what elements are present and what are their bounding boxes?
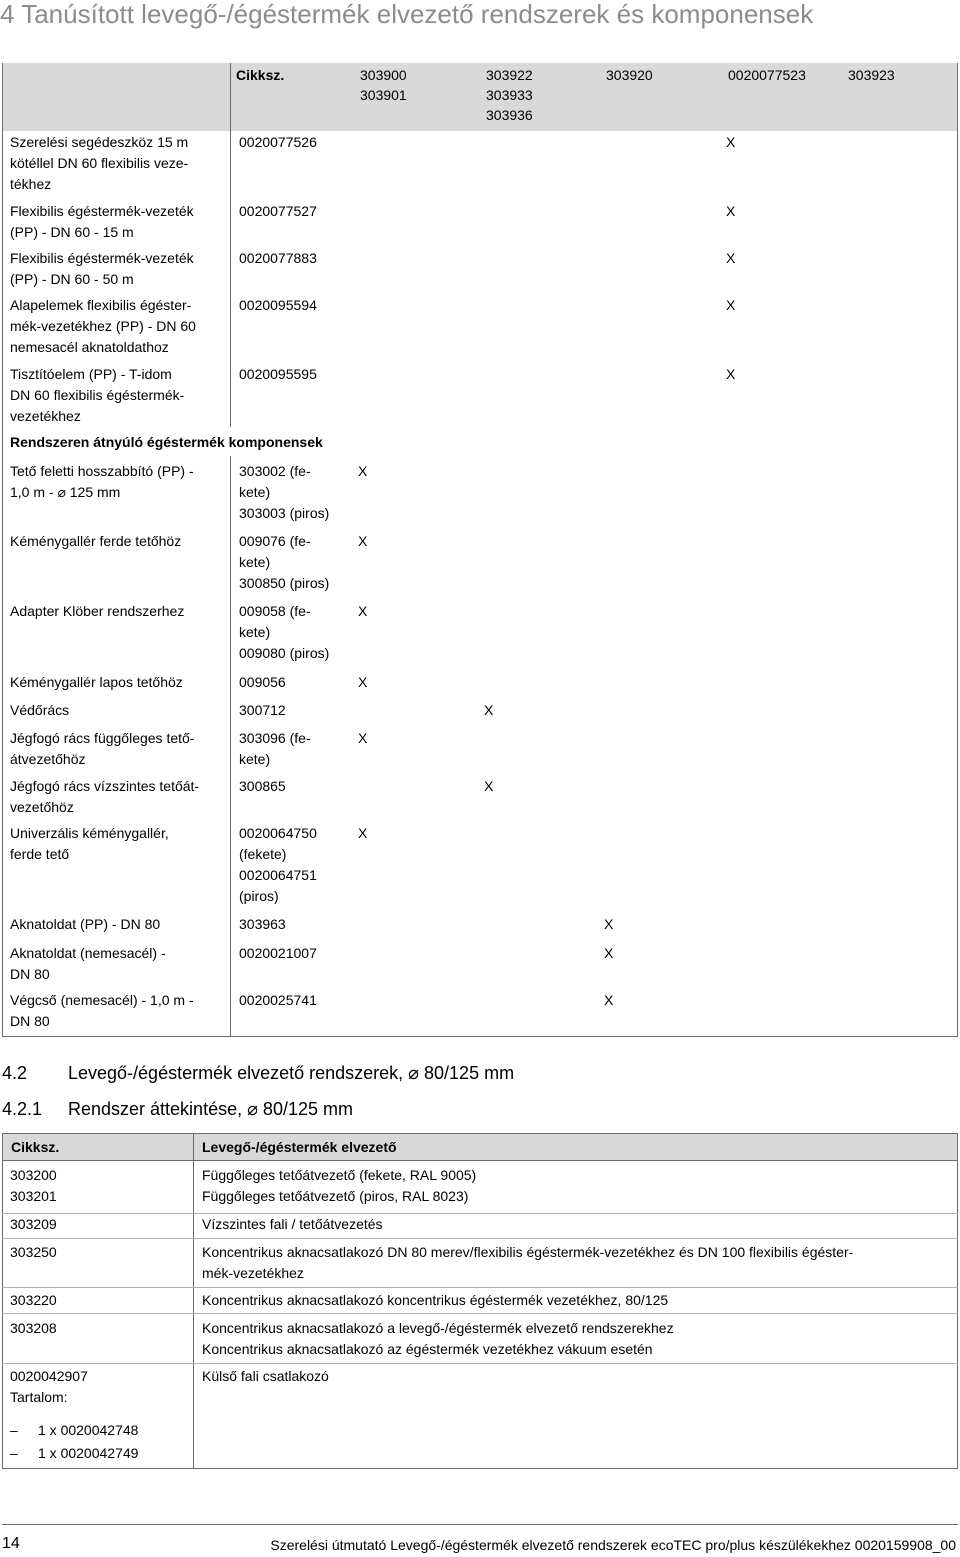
table-row-code: 303208 <box>10 1320 57 1336</box>
column-divider <box>230 456 231 1037</box>
table-bottom-border <box>2 1036 958 1037</box>
table-row-code: 303963 <box>239 916 286 932</box>
header-col3: 303920 <box>606 67 653 83</box>
header-cikksz: Cikksz. <box>11 1139 60 1155</box>
table-row-label: Szerelési segédeszköz 15 m kötéllel DN 60 flexibilis veze- tékhez <box>10 134 189 192</box>
table-row-label: Védőrács <box>10 702 70 718</box>
table-row-label: Univerzális kéménygallér, ferde tető <box>10 825 169 862</box>
header-col5: 303923 <box>848 67 895 83</box>
table-row-label: Kéménygallér ferde tetőhöz <box>10 533 182 549</box>
table-row-label: Jégfogó rács függőleges tető- átvezetőhöz <box>10 730 195 767</box>
chapter-title: 4 Tanúsított levegő-/égéstermék elvezető rendszerek és komponensek <box>0 0 814 29</box>
list-bullet: – <box>10 1445 18 1461</box>
table-row-mark: X <box>604 945 614 961</box>
row-divider <box>2 1313 958 1314</box>
list-bullet: – <box>10 1422 18 1438</box>
table-row-mark: X <box>726 366 736 382</box>
row-divider <box>2 1213 958 1214</box>
header-col2-a: 303922 <box>486 67 533 83</box>
table-row-desc: Vízszintes fali / tetőátvezetés <box>202 1216 383 1232</box>
header-desc: Levegő-/égéstermék elvezető <box>202 1139 397 1155</box>
table-row-label: Jégfogó rács vízszintes tetőát- vezetőhöz <box>10 778 200 815</box>
table-row-code: 0020095594 <box>239 297 317 313</box>
table-row-code: 303220 <box>10 1292 57 1308</box>
row-divider <box>2 1363 958 1364</box>
table-row-desc: Függőleges tetőátvezető (fekete, RAL 9005) Függőleges tetőátvezető (piros, RAL 8023) <box>202 1167 477 1204</box>
table-row-code: 0020077883 <box>239 250 317 266</box>
table-row-mark: X <box>358 463 368 479</box>
table-row-code: 300712 <box>239 702 286 718</box>
header-cikksz: Cikksz. <box>236 67 285 83</box>
table-row-code: 303250 <box>10 1244 57 1260</box>
table-row-code: 303200 303201 <box>10 1167 57 1204</box>
section-number: 4.2 <box>2 1063 28 1083</box>
footer-text: Szerelési útmutató Levegő-/égéstermék elvezető rendszerek ecoTEC pro/plus készülékekhez 0020159908_00 <box>270 1537 956 1553</box>
section-number: 4.2.1 <box>2 1099 43 1119</box>
table-row-desc: Koncentrikus aknacsatlakozó a levegő-/égéstermék elvezető rendszerekhez Koncentrikus aknacsatlakozó az égéstermék vezetékhez vákuum esetén <box>202 1320 674 1357</box>
table-row-code: 0020021007 <box>239 945 317 961</box>
table-row-desc: Koncentrikus aknacsatlakozó DN 80 merev/flexibilis égéstermék-vezetékhez és DN 100 flexibilis égéster- mék-vezetékhez <box>202 1244 854 1281</box>
table-row-code: 0020077527 <box>239 203 317 219</box>
table-row-label: Tető feletti hosszabbító (PP) - 1,0 m - ⌀ 125 mm <box>10 463 194 500</box>
row-divider <box>2 1238 958 1239</box>
section-row-title: Rendszeren átnyúló égéstermék komponensek <box>10 434 323 450</box>
section-title: Rendszer áttekintése, ⌀ 80/125 mm <box>68 1099 353 1119</box>
page-number: 14 <box>2 1535 20 1552</box>
table-row-mark: X <box>726 250 736 266</box>
table-row-label: Aknatoldat (nemesacél) - DN 80 <box>10 945 166 982</box>
table-row-mark: X <box>358 533 368 549</box>
table-row-code: 303096 (fe- kete) <box>239 730 311 767</box>
footer-divider <box>2 1524 958 1525</box>
table-row-code: 009056 <box>239 674 286 690</box>
table-row-code: 303002 (fe- kete) 303003 (piros) <box>239 463 330 521</box>
table-row-code: 300865 <box>239 778 286 794</box>
table-row-code: 0020064750 (fekete) 0020064751 (piros) <box>239 825 317 904</box>
table-row-mark: X <box>358 825 368 841</box>
table-row-label: Flexibilis égéstermék-vezeték (PP) - DN 60 - 50 m <box>10 250 194 287</box>
table-row-label: Kéménygallér lapos tetőhöz <box>10 674 183 690</box>
table-row-mark: X <box>604 916 614 932</box>
table-row-mark: X <box>604 992 614 1008</box>
table-row-mark: X <box>358 603 368 619</box>
table-row-desc: Külső fali csatlakozó <box>202 1368 329 1384</box>
table-row-code: 0020025741 <box>239 992 317 1008</box>
table-header <box>2 1133 958 1161</box>
header-col1-a: 303900 <box>360 67 407 83</box>
row-divider <box>2 1287 958 1288</box>
table-row-code: 0020042907 Tartalom: <box>10 1368 88 1405</box>
table-row-code: 303209 <box>10 1216 57 1232</box>
header-col2-b: 303933 <box>486 87 533 103</box>
table-row-code: 009076 (fe- kete) 300850 (piros) <box>239 533 330 591</box>
table-row-label: Alapelemek flexibilis égéster- mék-vezetékhez (PP) - DN 60 nemesacél aknatoldathoz <box>10 297 196 355</box>
table-row-desc: Koncentrikus aknacsatlakozó koncentrikus égéstermék vezetékhez, 80/125 <box>202 1292 669 1308</box>
section-heading-4-2-1 <box>2 1096 802 1122</box>
column-divider <box>193 1133 194 1469</box>
table-row-mark: X <box>726 134 736 150</box>
table-row-mark: X <box>358 730 368 746</box>
list-item: 1 x 0020042749 <box>38 1445 139 1461</box>
table-row-code: 009058 (fe- kete) 009080 (piros) <box>239 603 330 661</box>
header-col2-c: 303936 <box>486 107 533 123</box>
table-row-mark: X <box>358 674 368 690</box>
table-row-mark: X <box>726 203 736 219</box>
table-row-label: Aknatoldat (PP) - DN 80 <box>10 916 161 932</box>
table-row-label: Flexibilis égéstermék-vezeték (PP) - DN 60 - 15 m <box>10 203 194 240</box>
section-heading-4-2 <box>2 1060 802 1086</box>
table-row-code: 0020077526 <box>239 134 317 150</box>
list-item: 1 x 0020042748 <box>38 1422 139 1438</box>
section-title: Levegő-/égéstermék elvezető rendszerek, ⌀ 80/125 mm <box>68 1063 515 1083</box>
column-divider <box>230 63 231 427</box>
table-row-label: Adapter Klöber rendszerhez <box>10 603 185 619</box>
table-row-mark: X <box>484 778 494 794</box>
table-row-label: Végcső (nemesacél) - 1,0 m - DN 80 <box>10 992 194 1029</box>
header-col4: 0020077523 <box>728 67 806 83</box>
table-row-code: 0020095595 <box>239 366 317 382</box>
table-row-mark: X <box>484 702 494 718</box>
table-row-label: Tisztítóelem (PP) - T-idom DN 60 flexibilis égéstermék- vezetékhez <box>10 366 185 424</box>
header-col1-b: 303901 <box>360 87 407 103</box>
table-row-mark: X <box>726 297 736 313</box>
